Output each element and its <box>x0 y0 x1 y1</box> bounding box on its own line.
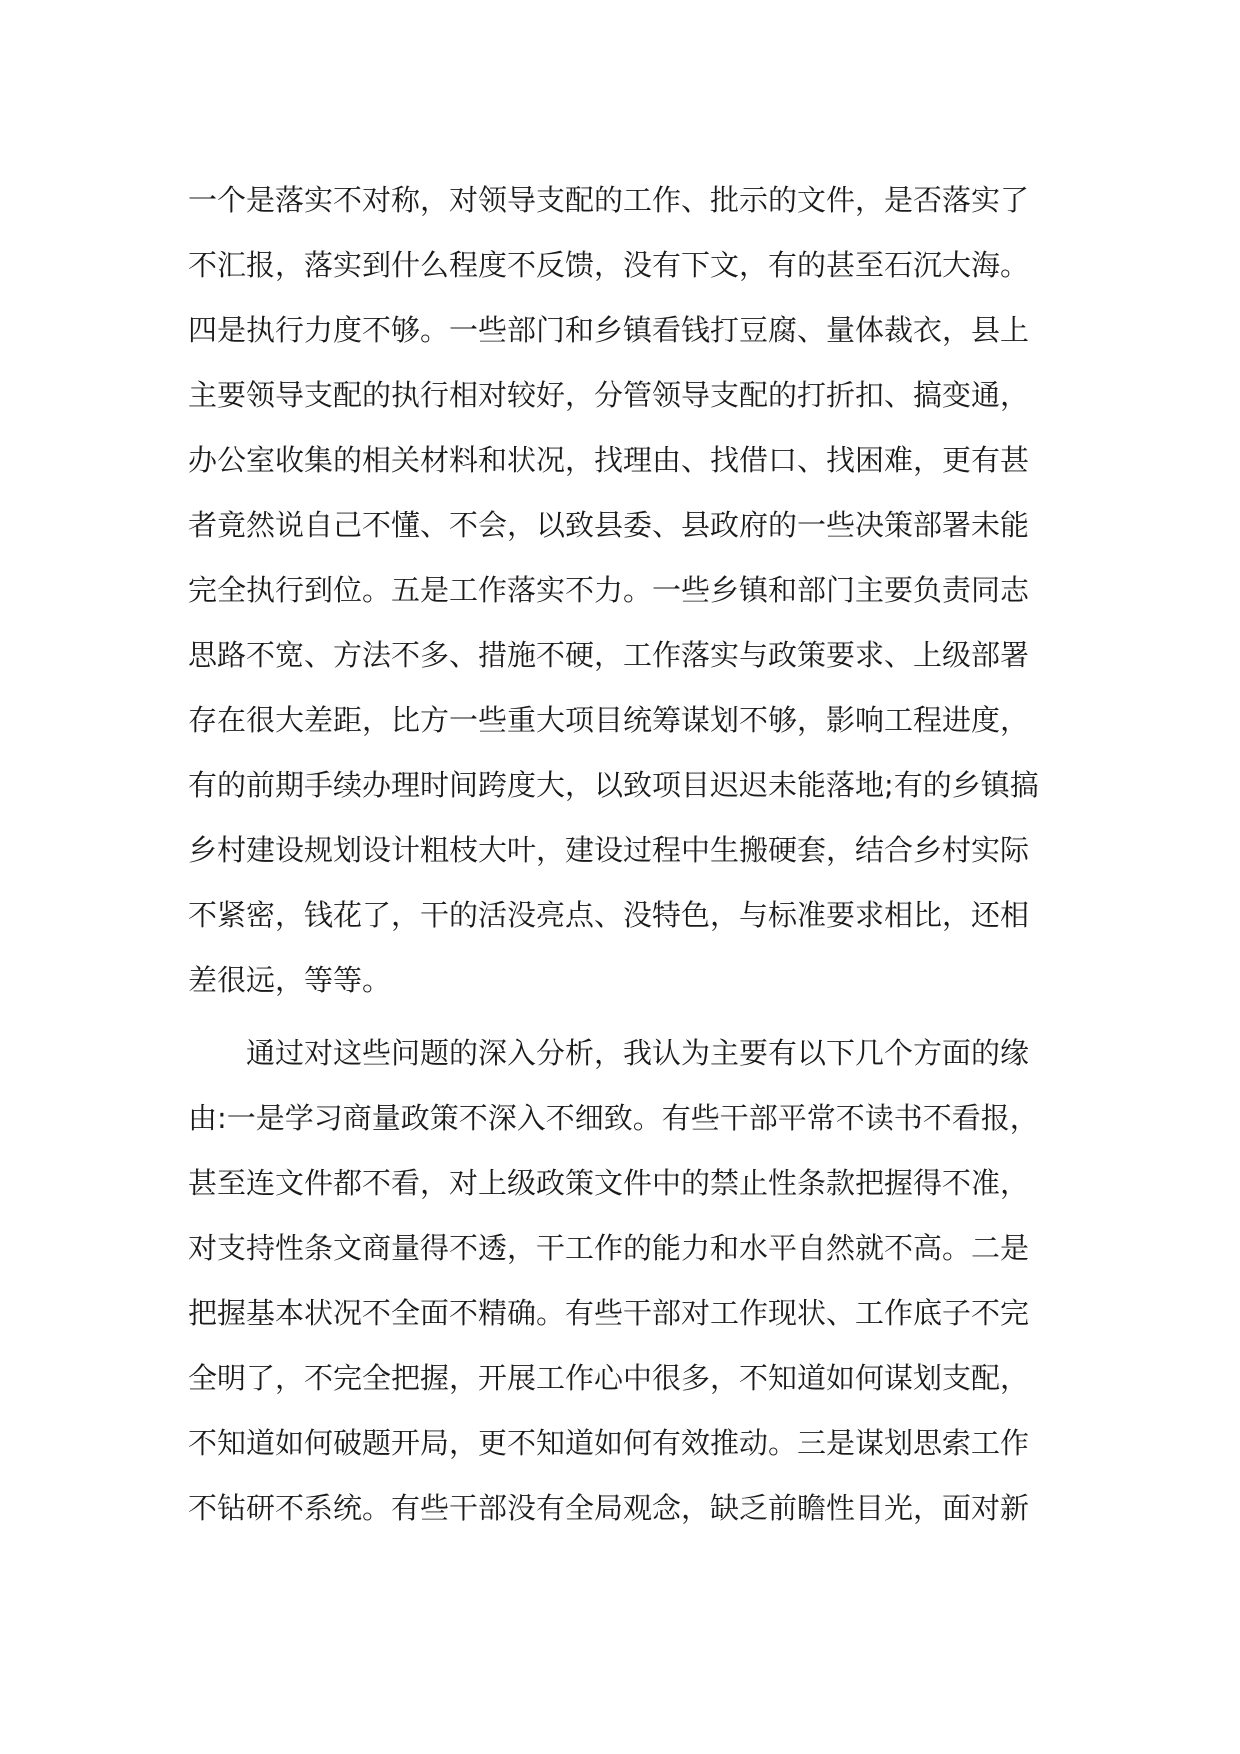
text-line: 不汇报，落实到什么程度不反馈，没有下文，有的甚至石沉大海。 <box>188 248 1030 282</box>
paragraph-spacing <box>188 1013 1068 1021</box>
paragraph <box>188 1021 1068 1541</box>
text-line: 由:一是学习商量政策不深入不细致。有些干部平常不读书不看报， <box>188 1101 1039 1135</box>
text-line: 办公室收集的相关材料和状况，找理由、找借口、找困难，更有甚 <box>188 443 1030 477</box>
text-line: 不知道如何破题开局，更不知道如何有效推动。三是谋划思索工作 <box>188 1426 1030 1460</box>
text-line: 有的前期手续办理时间跨度大，以致项目迟迟未能落地;有的乡镇搞 <box>188 768 1039 802</box>
text-line: 甚至连文件都不看，对上级政策文件中的禁止性条款把握得不准， <box>188 1166 1030 1200</box>
text-line: 不钻研不系统。有些干部没有全局观念，缺乏前瞻性目光，面对新 <box>188 1491 1030 1525</box>
text-line: 差很远，等等。 <box>188 963 392 997</box>
text-line: 一个是落实不对称，对领导支配的工作、批示的文件，是否落实了 <box>188 183 1030 217</box>
text-line: 把握基本状况不全面不精确。有些干部对工作现状、工作底子不完 <box>188 1296 1030 1330</box>
text-line-indented: 通过对这些问题的深入分析，我认为主要有以下几个方面的缘 <box>246 1036 1030 1070</box>
text-line: 存在很大差距，比方一些重大项目统筹谋划不够，影响工程进度， <box>188 703 1030 737</box>
text-line: 完全执行到位。五是工作落实不力。一些乡镇和部门主要负责同志 <box>188 573 1030 607</box>
document-body <box>188 168 1068 1541</box>
text-line: 全明了，不完全把握，开展工作心中很多，不知道如何谋划支配， <box>188 1361 1030 1395</box>
paragraph <box>188 168 1068 1013</box>
text-line: 思路不宽、方法不多、措施不硬，工作落实与政策要求、上级部署 <box>188 638 1030 672</box>
text-line: 者竟然说自己不懂、不会，以致县委、县政府的一些决策部署未能 <box>188 508 1030 542</box>
text-line: 乡村建设规划设计粗枝大叶，建设过程中生搬硬套，结合乡村实际 <box>188 833 1030 867</box>
text-line: 不紧密，钱花了，干的活没亮点、没特色，与标准要求相比，还相 <box>188 898 1030 932</box>
text-line: 对支持性条文商量得不透，干工作的能力和水平自然就不高。二是 <box>188 1231 1030 1265</box>
text-line: 四是执行力度不够。一些部门和乡镇看钱打豆腐、量体裁衣，县上 <box>188 313 1030 347</box>
text-line: 主要领导支配的执行相对较好，分管领导支配的打折扣、搞变通， <box>188 378 1030 412</box>
